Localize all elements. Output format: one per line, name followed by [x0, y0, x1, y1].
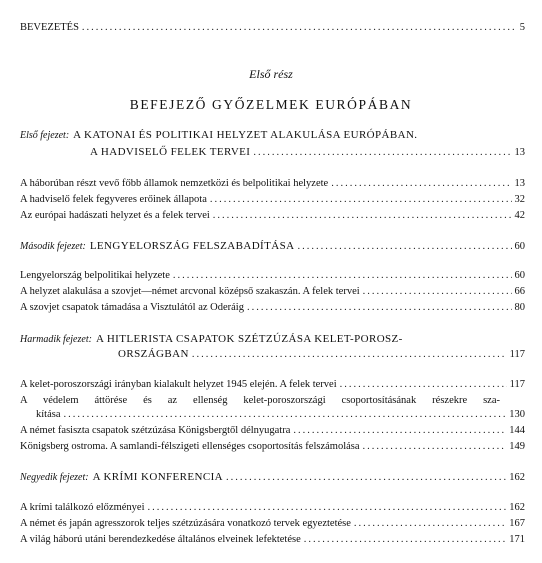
toc-section-entry[interactable]	[20, 379, 525, 391]
chapter-lead-label: Első fejezet:	[20, 130, 70, 141]
toc-section-entry[interactable]	[20, 210, 525, 222]
toc-section-entry[interactable]	[20, 518, 525, 530]
toc-section-entry[interactable]	[20, 441, 525, 453]
leader-dots	[210, 194, 512, 206]
toc-section-entry[interactable]	[20, 270, 525, 282]
toc-page-number: 66	[514, 286, 525, 297]
toc-page-number: 60	[514, 270, 525, 281]
leader-dots	[331, 178, 511, 190]
leader-dots	[354, 518, 506, 530]
toc-entry-intro[interactable]	[20, 22, 525, 34]
toc-section-entry[interactable]	[20, 302, 525, 314]
toc-section-title: A kelet-poroszországi irányban kialakult helyzet 1945 elején. A felek tervei	[20, 379, 337, 390]
toc-page-number: 117	[509, 379, 525, 390]
toc-section-title: A német és japán agresszorok teljes szétzúzására vonatkozó tervek egyeztetése	[20, 518, 351, 529]
leader-dots	[192, 349, 507, 361]
leader-dots	[148, 502, 507, 514]
toc-section-title: A hadviselő felek fegyveres erőinek állapota	[20, 194, 207, 205]
toc-section-title-continued: kítása	[36, 409, 61, 420]
toc-section-title: A helyzet alakulása a szovjet—német arcvonal középső szakaszán. A felek tervei	[20, 286, 360, 297]
toc-section-title: A világ háború utáni berendezkedése általános elveinek lefektetése	[20, 534, 301, 545]
toc-section-title: A háborúban részt vevő főbb államok nemzetközi és belpolitikai helyzete	[20, 178, 329, 189]
leader-dots	[363, 286, 512, 298]
toc-section-entry[interactable]	[20, 502, 525, 514]
toc-section-title: A védelem áttörése és az ellenség kelet-poroszországi csoportosításának részekre sza-	[20, 395, 500, 406]
toc-page-number: 117	[509, 349, 525, 360]
part-title: BEFEJEZŐ GYŐZELMEK EURÓPÁBAN	[129, 97, 413, 112]
chapter-2-heading[interactable]	[20, 240, 525, 253]
toc-page-number: 162	[509, 502, 525, 513]
toc-page-number: 149	[509, 441, 525, 452]
toc-section-entry[interactable]	[20, 194, 525, 206]
toc-page-number: 13	[514, 147, 525, 158]
chapter-4-heading[interactable]	[20, 471, 525, 484]
toc-section-title: A német fasiszta csapatok szétzúzása Königsbergtől délnyugatra	[20, 425, 291, 436]
leader-dots	[363, 441, 507, 453]
toc-section-entry-wrapped[interactable]	[20, 395, 500, 407]
toc-section-entry-continued[interactable]	[36, 409, 525, 421]
chapter-lead-label: Negyedik fejezet:	[20, 472, 89, 483]
toc-page-number: 60	[514, 241, 525, 252]
toc-page-number: 171	[509, 534, 525, 545]
leader-dots	[247, 302, 512, 314]
leader-dots	[213, 210, 512, 222]
toc-page-number: 42	[514, 210, 525, 221]
toc-section-entry[interactable]	[20, 534, 525, 546]
chapter-1-heading[interactable]	[20, 129, 417, 142]
toc-page-number: 144	[509, 425, 525, 436]
toc-section-title: A szovjet csapatok támadása a Visztulától az Oderáig	[20, 302, 244, 313]
chapter-lead-label: Harmadik fejezet:	[20, 334, 92, 345]
toc-page-number: 13	[514, 178, 525, 189]
leader-dots	[304, 534, 506, 546]
leader-dots	[293, 425, 506, 437]
toc-section-entry[interactable]	[20, 178, 525, 190]
leader-dots	[173, 270, 512, 282]
toc-section-title: Königsberg ostroma. A samlandi-félszigeti ellenséges csoportosítás felszámolása	[20, 441, 360, 452]
leader-dots	[297, 241, 511, 253]
leader-dots	[253, 147, 511, 159]
toc-page-number: 80	[514, 302, 525, 313]
chapter-title: LENGYELORSZÁG FELSZABADÍTÁSA	[89, 240, 295, 252]
part-label: Első rész	[249, 67, 293, 81]
toc-section-title: A krími találkozó előzményei	[20, 502, 145, 513]
chapter-1-heading-line2[interactable]	[90, 146, 525, 159]
toc-section-title: Az európai hadászati helyzet és a felek tervei	[20, 210, 210, 221]
leader-dots	[64, 409, 507, 421]
chapter-title: A KATONAI ÉS POLITIKAI HELYZET ALAKULÁSA EURÓPÁBAN.	[73, 129, 418, 141]
toc-section-entry[interactable]	[20, 425, 525, 437]
toc-entry-title: BEVEZETÉS	[20, 22, 79, 33]
toc-section-entry[interactable]	[20, 286, 525, 298]
chapter-lead-label: Második fejezet:	[20, 241, 86, 252]
toc-page-number: 130	[509, 409, 525, 420]
leader-dots	[340, 379, 507, 391]
toc-page-number: 162	[509, 472, 525, 483]
chapter-3-heading[interactable]	[20, 333, 403, 346]
leader-dots	[82, 22, 517, 34]
toc-section-title: Lengyelország belpolitikai helyzete	[20, 270, 170, 281]
toc-page-number: 32	[514, 194, 525, 205]
chapter-3-heading-line2[interactable]	[118, 348, 525, 361]
chapter-title: A HITLERISTA CSAPATOK SZÉTZÚZÁSA KELET-POROSZ-	[95, 333, 403, 345]
toc-page-number: 167	[509, 518, 525, 529]
toc-page-number: 5	[519, 22, 525, 33]
chapter-title: A KRÍMI KONFERENCIA	[92, 471, 224, 483]
chapter-title-continued: A HADVISELŐ FELEK TERVEI	[90, 146, 251, 158]
leader-dots	[226, 472, 506, 484]
chapter-title-continued: ORSZÁGBAN	[118, 348, 189, 360]
